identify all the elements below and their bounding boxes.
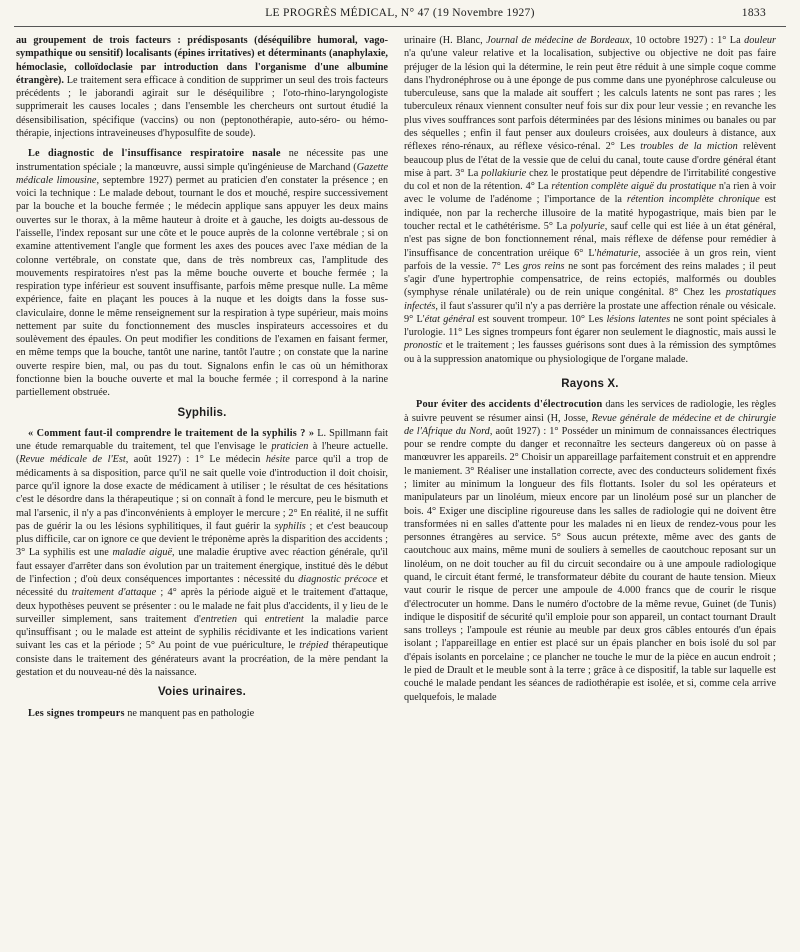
header-rule (14, 26, 786, 27)
page-number: 1833 (741, 7, 766, 19)
section-heading-syphilis: Syphilis. (177, 406, 227, 419)
journal-title: LE PROGRÈS MÉDICAL, N° 47 (19 Novembre 1927) (265, 7, 535, 19)
paragraph-signes-trompeurs-cont: urinaire (H. Blanc, Journal de médecine de Bordeaux, 10 octobre 1927) : 1° La douleur n'a qu'une valeur relative et la localisation, subjective ou objective ne doit pas faire préjuger de la lésion qui la détermine, le rein peut être réduit à une simple coque comme dans l'hydronéphrose ou à une éponge de pus comme dans une pyonéphrose calculeuse ou tuberculeuse, sans que la malade ait souffert ; les calculs latents ne sont pas rares ; les tuberculeux rénaux viennent consulter neuf fois sur dix pour leur vessie ; en revanche les plus vives souffrances sont parfois déterminées par des lésions minimes ou banales ou par des séquelles ; enfin il faut penser aux douleurs croisées, aux douleurs à distance, aux réflexes réno-rénaux, au réflexe vésico-rénal. 2° Les troubles de la miction relèvent beaucoup plus de l'état de la vessie que de celui du canal, toute cause d'ordre général étant mise à part. 3° La pollakiurie chez le prostatique peut dépendre de l'irritabilité congestive du col et non de la rétention. 4° La rétention complète aiguë du prostatique n'a rien à voir avec le volume de l'adénome ; l'importance de la rétention incomplète chronique est indiquée, non par la recherche illusoire de la matité hypogastrique, mais bien par le toucher rectal et le cathétérisme. 5° La polyurie, sauf celle qui est liée à un état général, n'est pas signe de bon fonctionnement rénal, mais réflexe de défense pour remédier à l'insuffisance de concentration uréique 6° L'hématurie, associée à un gros rein, vient parfois de la vessie. 7° Les gros reins ne sont pas forcément des reins malades ; il peut s'agir d'une hypertrophie compensatrice, de reins ectopiés, malformés ou doubles (symphyse rénale unilatérale) ou de rein unique congénital. 8° Chez les prostatiques infectés, il faut s'assurer qu'il n'y a pas derrière la prostate une affection rénale ou vésicale. 9° L'état général est souvent trompeur. 10° Les lésions latentes ne sont point spéciales à l'urologie. 11° Les signes trompeurs font égarer non seulement le diagnostic, mais aussi le pronostic et le traitement ; les fausses guérisons sont dues à la rémission des symptômes ou à la suppression anatomique ou physiologique de l'organe malade. (404, 35, 777, 365)
section-heading-rayons-x: Rayons X. (561, 378, 619, 391)
left-column (16, 34, 388, 720)
section-heading-voies-urinaires: Voies urinaires. (158, 686, 246, 699)
running-header (0, 0, 800, 26)
paragraph-signes-trompeurs-start: Les signes trompeurs ne manquent pas en pathologie (28, 707, 255, 719)
paragraph-syphilis: « Comment faut-il comprendre le traitement de la syphilis ? » L. Spillmann fait une étude remarquable du traitement, tel que l'envisage le praticien à l'heure actuelle. (Revue médicale de l'Est, août 1927) : 1° Le médecin hésite parce qu'il a trop de médicaments à sa disposition, parce qu'il ne sait quelle voie d'introduction il doit choisir, parce qu'il ignore la dose exacte de médicament à utiliser ; le résultat de ces hésitations c'est le désordre dans la thérapeutique ; si on connaît à fond le mercure, peu le bismuth et mal l'arsenic, il n'y a pas d'inconvénients à employer le mercure ; 2° En réalité, il ne suffit pas de guérir la ou les lésions syphilitiques, il faut guérir la syphilis ; et c'est beaucoup plus difficile, car on ignore ce que devient le tréponème après la disparition des accidents ; 3° La syphilis est une maladie aiguë, une maladie éruptive avec réaction générale, qu'il faut essayer d'arrêter dans son évolution par un traitement énergique, institué dès le début de l'infection ; d'où deux conséquences importantes : nécessité du diagnostic précoce et nécessité du traitement d'attaque ; 4° après la période aiguë et le traitement d'attaque, deux hypothèses peuvent se présenter : ou le malade ne fait plus d'accidents, il y lieu de le surveiller simplement, sans traitement d'entretien qui entretient la maladie parce qu'insuffisant ; ou le malade est atteint de syphilis récidivante et les indications varient suivant les cas et la période ; 5° Au point de vue puériculture, le trépied thérapeutique consiste dans le traitement des générateurs avant la procréation, de la mère pendant la gestation et du nouveau-né dès la naissance. (16, 427, 389, 678)
right-column (404, 34, 776, 704)
paragraph-electrocution: Pour éviter des accidents d'électrocution dans les services de radiologie, les règles à suivre peuvent se résumer ainsi (H, Josse, Revue générale de médecine et de chirurgie de l'Afrique du Nord, août 1927) : 1° Posséder un minimum de connaissances électriques pour se rendre compte du danger et reconnaître les secteurs dangereux où on passe à manœuvrer les appareils. 2° Choisir un appareillage parfaitement construit et en apprendre le maniement. 3° Réaliser une installation correcte, avec des conducteurs solidement fixés ; limiter au minimum la longueur des fils flottants. Isoler du sol les opérateurs et manipulateurs par un linoléum, mieux encore par un linoléum posé sur un plancher de bois. 4° Exiger une discipline rigoureuse dans les salles de radiologie qui ne doivent être transformées ni en salles d'attente pour les malades ni en lieux de rendez-vous pour les personnes étrangères au service. 5° Sous aucun prétexte, même avec des gants de caoutchouc aux mains, même muni de souliers à semelles de caoutchouc reposant sur un linoléum, on ne doit toucher au fil du circuit secondaire ou à une ampoule radiologique quand, le circuit étant fermé, le transformateur débite du courant de haute tension. Mieux vaut courir le risque de percer une ampoule de 4.000 francs que de courir le risque d'électrocuter un homme. Dans le numéro d'octobre de la même revue, Guinet (de Tunis) indique le dispositif de sécurité qu'il emploie pour son appareil, un contact tournant Drault sans trolleys ; l'ampoule est réunie au meuble par deux gros câbles entourés d'un épais isolant ; l'appareillage en entier est placé sur un épais plancher en bois isolé du sol par d'épais isolants en porcelaine ; ce plancher ne touche le mur de la pièce en aucun endroit ; le pied de Drault et le meuble sont à la terre ; grâce à ce dispositif, la table sur laquelle est couché le malade pendant les séances de radiothérapie est isolée, et si, comme cela arrive quelquefois, le malade (404, 399, 777, 703)
paragraph-nasal-insufficiency: Le diagnostic de l'insuffisance respiratoire nasale ne nécessite pas une instrumentation spéciale ; la manœuvre, aussi simple qu'ingénieuse de Marchand (Gazette médicale limousine, septembre 1927) permet au praticien d'en constater la présence ; en voici la technique : Le malade debout, tournant le dos et mouché, respire successivement par la bouche et la bouche fermée ; le médecin applique sans appuyer les deux mains ouvertes sur le thorax, à la même hauteur à droite et à gauche, les doigts au-dessous de l'aisselle, l'index reposant sur une côte et le pouce auprès de la colonne vertébrale ; si on examine attentivement l'angle que forment les axes des pouces avec l'axe médian de la colonne vertébrale, on constate que, dans de très nombreux cas, l'amplitude des mouvements respiratoires n'est pas la même bouche ouverte et bouche fermée ; la respiration type inférieur est souvent insuffisante, parfois même presque nulle. La même expérience, faite en plaçant les pouces à la nuque et les doigts dans la fosse sus-claviculaire, donne le même renseignement sur la respiration à type supérieur, mais moins nettement par suite du fonctionnement des muscles inspirateurs accessoires et du soulèvement des épaules. On peut modifier les conditions de l'examen en faisant fermer, en même temps que la bouche, tantôt une narine, tantôt l'autre ; on constate que la narine ouverte respire bien, mal, ou pas du tout. Signalons enfin le cas où un hémithorax fonctionne bien la bouche ouverte et mal la bouche fermée ; il correspond à la narine partiellement obstruée. (16, 148, 388, 399)
paragraph-desensitization: au groupement de trois facteurs : prédisposants (déséquilibre humoral, vago-sympathique ou sensitif) localisants (épines irritatives) et déterminants (anaphylaxie, hémoclasie, colloïdoclasie par introduction dans l'organisme d'une albumine étrangère). Le traitement sera efficace à condition de supprimer un seul des trois facteurs précédents ; le jaborandi agirait sur le déséquilibre ; l'oto-rhino-laryngologiste supprimerait les causes locales ; dans l'ensemble les chercheurs ont surtout étudié la désensibilisation, spécifique (vaccins) ou non (peptonothérapie, auto-séro- ou hémo-thérapie, injections intraveineuses d'hyposulfite de soude). (16, 35, 388, 139)
